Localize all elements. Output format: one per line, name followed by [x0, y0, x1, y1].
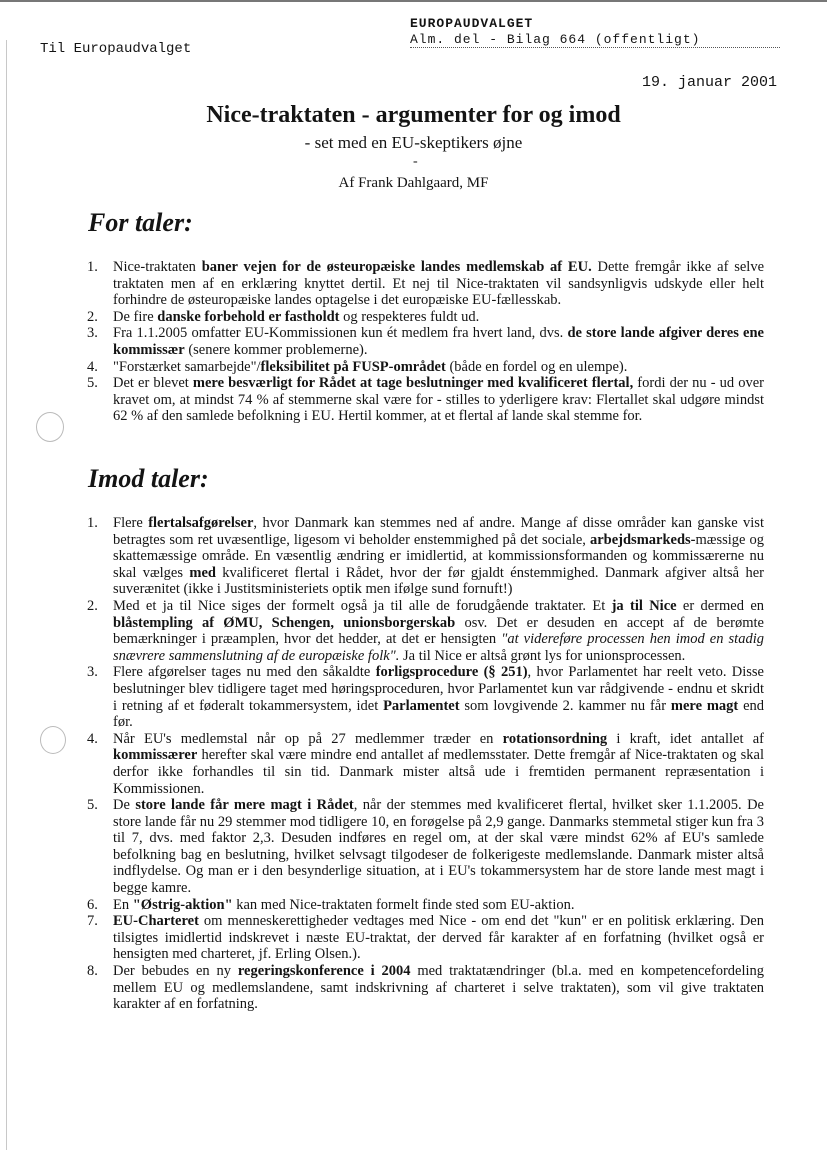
text-run: som lovgivende 2. kammer nu får: [459, 697, 671, 714]
text-run: kvalificeret flertal i Rådet, hvor der før gjaldt énstemmighed. Danmark afgiver altså her suverænitet (ikke i Justitsministeriets optik men ifølge sund fornuft!): [113, 564, 764, 598]
list-item: [82, 359, 764, 376]
text-run: , hvor Parlamentet har reelt veto. Disse beslutninger blev tidligere taget med høringsproceduren, hvor Parlamentet kun var rådgivende - endnu et skridt i retning af et føderalt tokammersystem, idet: [113, 664, 764, 714]
text-run: mæssige og skattemæssige område. En væsentlig ændring er imidlertid, at kommissionsformanden og kommissærerne nu skal vælges: [113, 531, 764, 581]
emphasis-bold: kommissærer: [113, 747, 198, 764]
emphasis-bold: danske forbehold er fastholdt: [157, 308, 340, 325]
text-run: Dette fremgår ikke af selve traktaten men af en erklæring knyttet dertil. Et nej til Nice-traktaten vil sandsynligvis udskyde eller helt forhindre de østeuropæiske landes optagelse i det europæiske EU-fællesskab.: [113, 259, 765, 309]
list-item-text: [113, 664, 764, 730]
emphasis-bold: arbejdsmarkeds-: [589, 531, 696, 548]
list-item-number: 5.: [87, 375, 98, 392]
list-item-text: [113, 359, 764, 376]
emphasis-bold: regeringskonference i 2004: [237, 963, 411, 980]
text-run: i kraft, idet antallet af: [607, 730, 764, 747]
list-item-number: 4.: [87, 730, 98, 747]
quote-italic: "at videreføre processen hen imod en stadig snævrere sammenslutning af de europæiske folk".: [113, 631, 764, 664]
list-item: [82, 963, 764, 1013]
list-item-text: [113, 309, 764, 326]
list-item-text: [113, 325, 764, 358]
recipient: Til Europaudvalget: [40, 41, 192, 57]
list-item: [82, 259, 764, 309]
list-item: [82, 797, 764, 897]
text-run: De: [113, 797, 136, 814]
emphasis-bold: de store lande afgiver deres ene kommissær: [113, 325, 764, 358]
page-top-edge: [0, 0, 827, 2]
stamp-title: EUROPAUDVALGET: [410, 16, 534, 31]
author-line: Af Frank Dahlgaard, MF: [338, 175, 489, 191]
document-subtitle: - set med en EU-skeptikers øjne: [304, 133, 523, 152]
emphasis-bold: blåstempling af ØMU, Schengen, unionsborgerskab: [113, 614, 456, 631]
list-item-text: [113, 797, 764, 897]
imod-heading: Imod taler:: [88, 464, 209, 493]
document-title: Nice-traktaten - argumenter for og imod: [206, 102, 621, 128]
emphasis-bold: store lande får mere magt i Rådet: [135, 797, 354, 814]
imod-list: [82, 515, 764, 1013]
text-run: Flere afgørelser tages nu med den såkaldte: [113, 664, 376, 681]
text-run: Det er blevet: [113, 375, 193, 392]
text-run: (senere kommer problemerne).: [184, 341, 368, 358]
text-run: Med et ja til Nice siges der formelt også ja til alle de forudgående traktater. Et: [113, 597, 612, 614]
emphasis-bold: forligsprocedure (§ 251): [375, 664, 528, 681]
list-item-text: [113, 515, 764, 598]
text-run: , når der stemmes med kvalificeret flertal, hvilket sker 1.1.2005. De store lande får nu 29 stemmer mod tidligere 10, en forøgelse på 2,9 gange. Danmarks stemmetal stiger kun fra 3 til 7, dvs. med faktor 2,3. Desuden indføres en regel om, at der skal være mindst 62% af EU's samlede befolkning bag en beslutning, hvilket selvsagt tilgodeser de folkerigeste medlemslande. Danmark mister altså indflydelse. Og man er i den besynderlige situation, at i EU's tokammersystem har de store lande mest magt i begge kamre.: [113, 797, 764, 897]
emphasis-bold: med: [189, 564, 216, 581]
list-item: [82, 731, 764, 797]
punch-hole-mark: [40, 726, 66, 754]
emphasis-bold: EU-Charteret: [113, 913, 199, 930]
list-item: [82, 913, 764, 963]
list-item: [82, 375, 764, 425]
document-date: 19. januar 2001: [642, 74, 778, 91]
list-item-text: [113, 375, 764, 425]
emphasis-bold: rotationsordning: [502, 730, 608, 747]
for-heading: For taler:: [88, 208, 193, 237]
emphasis-bold: flertalsafgørelser: [148, 515, 254, 531]
emphasis-bold: ja til Nice: [611, 597, 677, 614]
text-run: De fire: [113, 308, 158, 325]
emphasis-bold: fleksibilitet på FUSP-området: [260, 358, 446, 375]
list-item-number: 6.: [87, 896, 98, 913]
stamp-reference: Alm. del - Bilag 664 (offentligt): [410, 32, 780, 48]
text-run: Ja til Nice er altså grønt lys for unionsprocessen.: [399, 647, 686, 664]
text-run: En: [113, 896, 133, 913]
list-item: [82, 664, 764, 730]
list-item-text: [113, 259, 764, 309]
list-item-text: [113, 897, 764, 914]
separator-dash: -: [413, 154, 418, 169]
text-run: end før.: [113, 697, 765, 731]
text-run: "Forstærket samarbejde"/: [113, 358, 261, 375]
text-run: Når EU's medlemstal når op på 27 medlemmer træder en: [113, 730, 503, 747]
emphasis-bold: baner vejen for de østeuropæiske landes medlemskab af EU.: [201, 259, 592, 275]
list-item-text: [113, 598, 764, 664]
list-item-number: 3.: [87, 664, 98, 681]
list-item-number: 4.: [87, 358, 98, 375]
text-run: osv. Det er desuden en accept af de berømte bemærkninger i præamplen, hvor det hedder, at det er hensigten: [113, 614, 764, 648]
emphasis-bold: Parlamentet: [383, 697, 460, 714]
text-run: , hvor Danmark kan stemmes ned af andre. Mange af disse områder kan ganske vist betragtes som ret uvæsentlige, ligesom vi beholder enstemmighed på det sociale,: [113, 515, 764, 548]
list-item: [82, 515, 764, 598]
text-run: med traktatændringer (bl.a. med en kompetencefordeling mellem EU og medlemslandene, samt indskrivning af charteret i selve traktaten), som vil give traktaten karakter af en forfatning.: [113, 963, 765, 1013]
list-item-number: 1.: [87, 515, 98, 531]
emphasis-bold: mere besværligt for Rådet at tage beslutninger med kvalificeret flertal,: [192, 375, 634, 392]
list-item: [82, 897, 764, 914]
punch-hole-mark: [36, 412, 64, 442]
list-item-text: [113, 963, 764, 1013]
for-list: [82, 259, 764, 425]
list-item-number: 1.: [87, 259, 98, 275]
list-item: [82, 598, 764, 664]
emphasis-bold: "Østrig-aktion": [132, 896, 233, 913]
list-item-number: 8.: [87, 963, 98, 980]
list-item-number: 2.: [87, 597, 98, 614]
text-run: (både en fordel og en ulempe).: [445, 358, 628, 375]
list-item: [82, 325, 764, 358]
list-item-text: [113, 731, 764, 797]
text-run: om menneskerettigheder vedtages med Nice - om end det "kun" er en politisk erklæring. Den tilsigtes imidlertid indskrevet i næste EU-traktat, der derved får karakter af en forfatning (hvilket også er hensigten med charteret, jf. Erling Olsen.).: [113, 913, 764, 963]
page-left-edge: [6, 40, 7, 1150]
text-run: kan med Nice-traktaten formelt finde sted som EU-aktion.: [232, 896, 575, 913]
text-run: Fra 1.1.2005 omfatter EU-Kommissionen kun ét medlem fra hvert land, dvs.: [113, 325, 568, 342]
list-item-number: 3.: [87, 325, 98, 342]
list-item-text: [113, 913, 764, 963]
text-run: Nice-traktaten: [113, 259, 202, 275]
text-run: herefter skal være mindre end antallet af medlemsstater. Dette fremgår af Nice-traktaten og skal derfor ikke forhandles til sin tid. Danmark mister altså ude i fremtiden permanent repræsentation i Kommissionen.: [113, 747, 764, 797]
emphasis-bold: mere magt: [670, 697, 739, 714]
list-item-number: 7.: [87, 913, 98, 930]
text-run: fordi der nu - ud over kravet om, at mindst 74 % af stemmerne skal være for - stilles to yderligere krav: Flertallet skal udgøre mindst 62 % af den samlede befolkning i EU. Hertil kommer, at et flertal af lande skal stemme for.: [113, 375, 764, 425]
list-item-number: 5.: [87, 797, 98, 814]
text-run: og respekteres fuldt ud.: [339, 308, 480, 325]
list-item-number: 2.: [87, 308, 98, 325]
list-item: [82, 309, 764, 326]
text-run: Der bebudes en ny: [113, 963, 238, 980]
text-run: Flere: [113, 515, 149, 531]
text-run: er dermed en: [676, 597, 764, 614]
